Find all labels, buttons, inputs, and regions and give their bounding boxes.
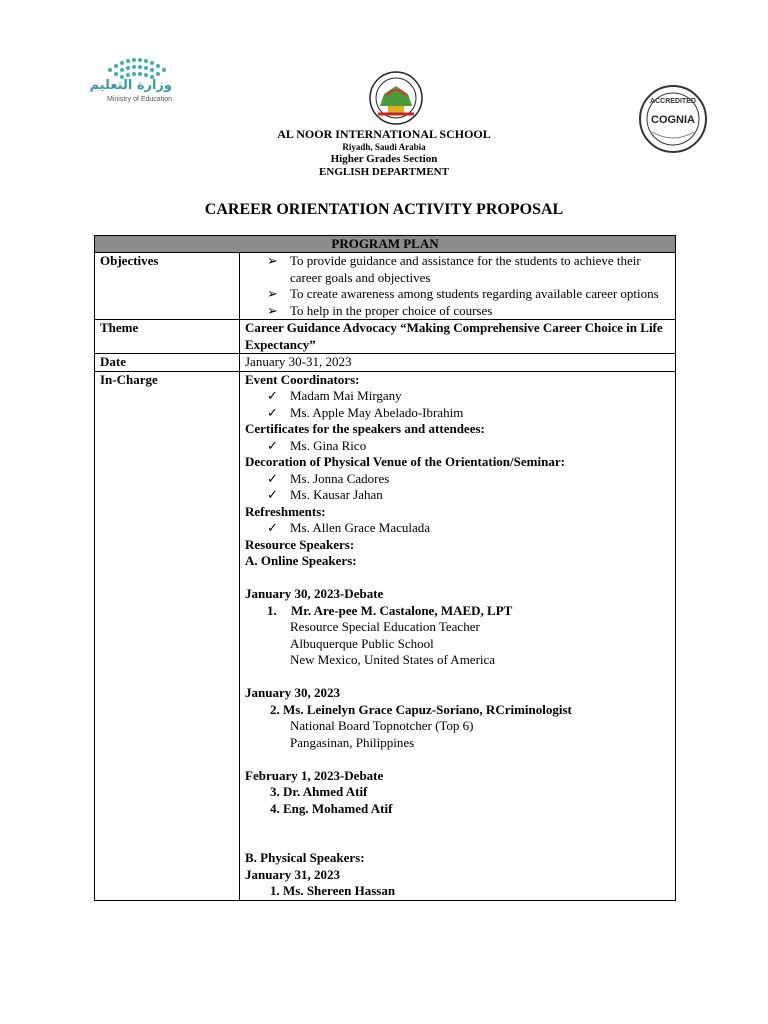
- physical-speakers-heading: B. Physical Speakers:: [245, 850, 365, 865]
- speaker2-detail: Pangasinan, Philippines: [290, 734, 415, 750]
- spacer: [245, 570, 670, 587]
- spacer: [245, 817, 670, 850]
- ministry-english-name: Ministry of Education: [107, 96, 172, 103]
- refreshments-heading: Refreshments:: [245, 503, 326, 519]
- certificates-name: Ms. Gina Rico: [290, 437, 367, 453]
- objective-text: To provide guidance and assistance for the students to achieve their career goals and objectives: [290, 253, 641, 285]
- program-plan-table: [94, 235, 676, 901]
- spacer: [245, 669, 670, 686]
- date-value: January 30-31, 2023: [240, 354, 676, 372]
- objectives-label: Objectives: [95, 253, 240, 320]
- list-item: [245, 520, 670, 537]
- theme-value: Career Guidance Advocacy “Making Comprehensive Career Choice in Life Expectancy”: [240, 320, 676, 354]
- day4-heading: January 31, 2023: [245, 866, 340, 882]
- checkmark-icon: ✓: [267, 487, 278, 502]
- incharge-row: [95, 371, 676, 900]
- day3-heading: February 1, 2023-Debate: [245, 767, 384, 783]
- day1-heading: January 30, 2023-Debate: [245, 586, 384, 601]
- list-item: [245, 405, 670, 422]
- speaker2-detail: National Board Topnotcher (Top 6): [290, 718, 474, 733]
- speaker1-number: 1.: [267, 602, 277, 618]
- coordinator-name: Ms. Apple May Abelado-Ibrahim: [290, 404, 464, 420]
- incharge-label: In-Charge: [95, 371, 240, 900]
- objective-item: [245, 253, 670, 286]
- speaker4-name: 4. Eng. Mohamed Atif: [270, 800, 393, 816]
- objective-text: To create awareness among students regarding available career options: [290, 286, 659, 301]
- speaker1-text: Mr. Are-pee M. Castalone, MAED, LPT: [291, 602, 513, 618]
- checkmark-icon: ✓: [267, 437, 278, 453]
- school-location: Riyadh, Saudi Arabia: [342, 142, 426, 152]
- speaker1-name: [245, 603, 670, 620]
- theme-label: Theme: [95, 320, 240, 354]
- department-name: ENGLISH DEPARTMENT: [319, 166, 449, 178]
- day2-heading: January 30, 2023: [245, 685, 340, 700]
- certificates-heading: Certificates for the speakers and attendees:: [245, 421, 485, 436]
- program-plan-header-row: [95, 236, 676, 253]
- ministry-of-education-logo: [64, 50, 174, 112]
- checkmark-icon: ✓: [267, 388, 278, 403]
- decoration-heading: Decoration of Physical Venue of the Orientation/Seminar:: [245, 454, 565, 469]
- decoration-name: Ms. Jonna Cadores: [290, 470, 390, 486]
- spacer: [245, 751, 670, 768]
- program-plan-heading: PROGRAM PLAN: [95, 236, 676, 253]
- speaker2-name: 2. Ms. Leinelyn Grace Capuz-Soriano, RCriminologist: [270, 701, 572, 717]
- cognia-brand: COGNIA: [651, 114, 695, 126]
- document-title: CAREER ORIENTATION ACTIVITY PROPOSAL: [204, 201, 564, 218]
- speaker3-name: 3. Dr. Ahmed Atif: [270, 784, 368, 799]
- ministry-arabic-name: وزارة التعليم: [89, 78, 172, 93]
- school-section: Higher Grades Section: [330, 153, 438, 165]
- list-item: [245, 471, 670, 488]
- speaker1-detail: Resource Special Education Teacher: [290, 619, 480, 634]
- coordinator-name: Madam Mai Mirgany: [290, 388, 402, 403]
- arrow-bullet-icon: ➢: [267, 302, 278, 318]
- checkmark-icon: ✓: [267, 404, 278, 420]
- list-item: [245, 487, 670, 504]
- school-name: AL NOOR INTERNATIONAL SCHOOL: [277, 127, 491, 141]
- decoration-name: Ms. Kausar Jahan: [290, 487, 383, 502]
- resource-speakers-heading: Resource Speakers:: [245, 536, 355, 552]
- checkmark-icon: ✓: [267, 520, 278, 535]
- incharge-cell: [240, 371, 676, 900]
- objective-text: To help in the proper choice of courses: [290, 302, 493, 318]
- objective-item: [245, 303, 670, 320]
- arrow-bullet-icon: ➢: [267, 286, 278, 301]
- accreditation-label: ACCREDITED: [650, 98, 696, 105]
- objectives-cell: [240, 253, 676, 320]
- speaker5-name: 1. Ms. Shereen Hassan: [270, 883, 396, 898]
- objective-item: [245, 286, 670, 303]
- school-crest-icon: [368, 70, 424, 126]
- date-label: Date: [95, 354, 240, 372]
- online-speakers-heading: A. Online Speakers:: [245, 553, 357, 568]
- event-coordinators-heading: Event Coordinators:: [245, 371, 360, 387]
- checkmark-icon: ✓: [267, 470, 278, 486]
- theme-row: [95, 320, 676, 354]
- objectives-row: [95, 253, 676, 320]
- date-row: [95, 354, 676, 372]
- speaker1-detail: New Mexico, United States of America: [290, 652, 496, 667]
- arrow-bullet-icon: ➢: [267, 253, 278, 268]
- speaker1-detail: Albuquerque Public School: [290, 635, 434, 651]
- refreshments-name: Ms. Allen Grace Maculada: [290, 520, 431, 535]
- list-item: [245, 438, 670, 455]
- list-item: [245, 388, 670, 405]
